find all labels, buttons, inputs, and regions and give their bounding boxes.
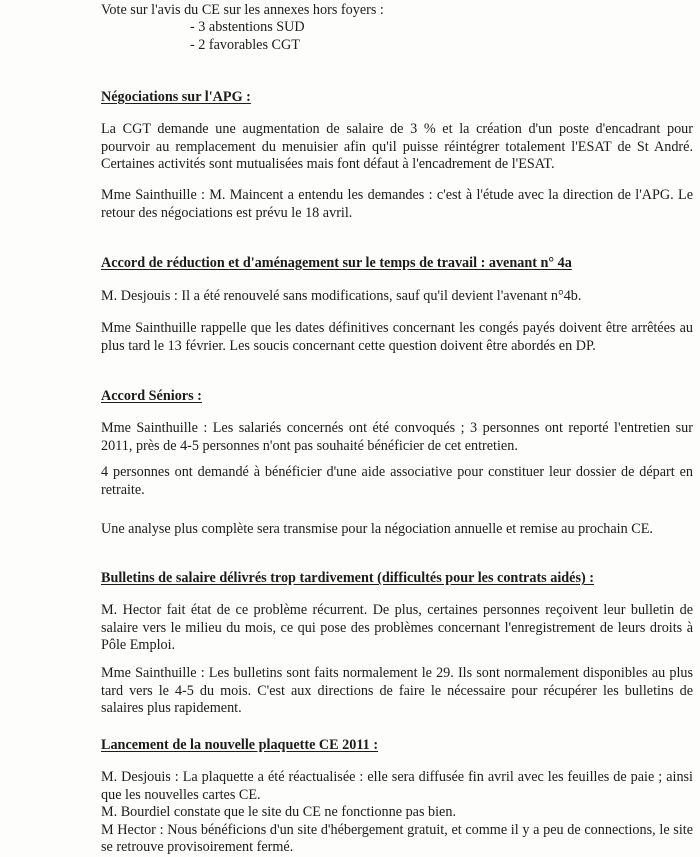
- line-desjouis-plaquette: M. Desjouis : La plaquette a été réactualisée : elle sera diffusée fin avril avec les feuilles de paie ; ainsi que les nouvelles cartes CE.: [101, 769, 693, 803]
- vote-intro: Vote sur l'avis du CE sur les annexes hors foyers :: [101, 2, 384, 18]
- section-heading-bulletins-salaire: Bulletins de salaire délivrés trop tardivement (difficultés pour les contrats aidés) :: [101, 570, 594, 586]
- paragraph-analyse-complete: Une analyse plus complète sera transmise pour la négociation annuelle et remise au prochain CE.: [101, 521, 653, 537]
- section-heading-negociations-apg: Négociations sur l'APG :: [101, 89, 251, 105]
- plaquette-discussion: [101, 769, 693, 857]
- vote-item-abstentions: - 3 abstentions SUD: [190, 19, 305, 35]
- section-heading-accord-seniors: Accord Séniors :: [101, 388, 202, 404]
- line-bourdiel-site: M. Bourdiel constate que le site du CE ne fonctionne pas bien.: [101, 804, 456, 820]
- paragraph-sainthuille-conges: Mme Sainthuille rappelle que les dates définitives concernant les congés payés doivent être arrêtées au plus tard le 13 février. Les soucis concernant cette question doivent être abordés en DP.: [101, 320, 693, 354]
- paragraph-hector-bulletins: M. Hector fait état de ce problème récurrent. De plus, certaines personnes reçoivent leur bulletin de salaire vers le milieu du mois, ce qui pose des problèmes concernant l'enregistrement de leurs droits à Pôle Emploi.: [101, 602, 693, 653]
- section-heading-accord-temps-travail: Accord de réduction et d'aménagement sur le temps de travail : avenant n° 4a: [101, 255, 572, 271]
- paragraph-cgt-demande: La CGT demande une augmentation de salaire de 3 % et la création d'un poste d'encadrant pour pourvoir au remplacement du menuisier afin qu'il puisse réintégrer totalement l'ESAT de St André. Certaines activités sont mutualisées mais font défaut à l'encadrement de l'ESAT.: [101, 121, 693, 172]
- paragraph-desjouis-avenant: M. Desjouis : Il a été renouvelé sans modifications, sauf qu'il devient l'avenant n°4b.: [101, 288, 582, 304]
- paragraph-aide-associative: 4 personnes ont demandé à bénéficier d'une aide associative pour constituer leur dossier de départ en retraite.: [101, 464, 693, 498]
- section-heading-plaquette-ce: Lancement de la nouvelle plaquette CE 2011 :: [101, 737, 379, 753]
- paragraph-sainthuille-bulletins: Mme Sainthuille : Les bulletins sont faits normalement le 29. Ils sont normalement disponibles au plus tard vers le 4-5 du mois. C'est aux directions de faire le nécessaire pour récupérer les bulletins de salaires plus rapidement.: [101, 665, 693, 716]
- vote-item-favorables: - 2 favorables CGT: [190, 37, 300, 53]
- paragraph-sainthuille-apg: Mme Sainthuille : M. Maincent a entendu les demandes : c'est à l'étude avec la direction de l'APG. Le retour des négociations est prévu le 18 avril.: [101, 187, 693, 221]
- line-hector-hebergement: M Hector : Nous bénéficions d'un site d'hébergement gratuit, et comme il y a peu de connections, le site se retrouve provisoirement fermé.: [101, 821, 693, 855]
- paragraph-sainthuille-seniors: Mme Sainthuille : Les salariés concernés ont été convoqués ; 3 personnes ont reporté l'entretien sur 2011, près de 4-5 personnes n'ont pas souhaité bénéficier de cet entretien.: [101, 420, 693, 454]
